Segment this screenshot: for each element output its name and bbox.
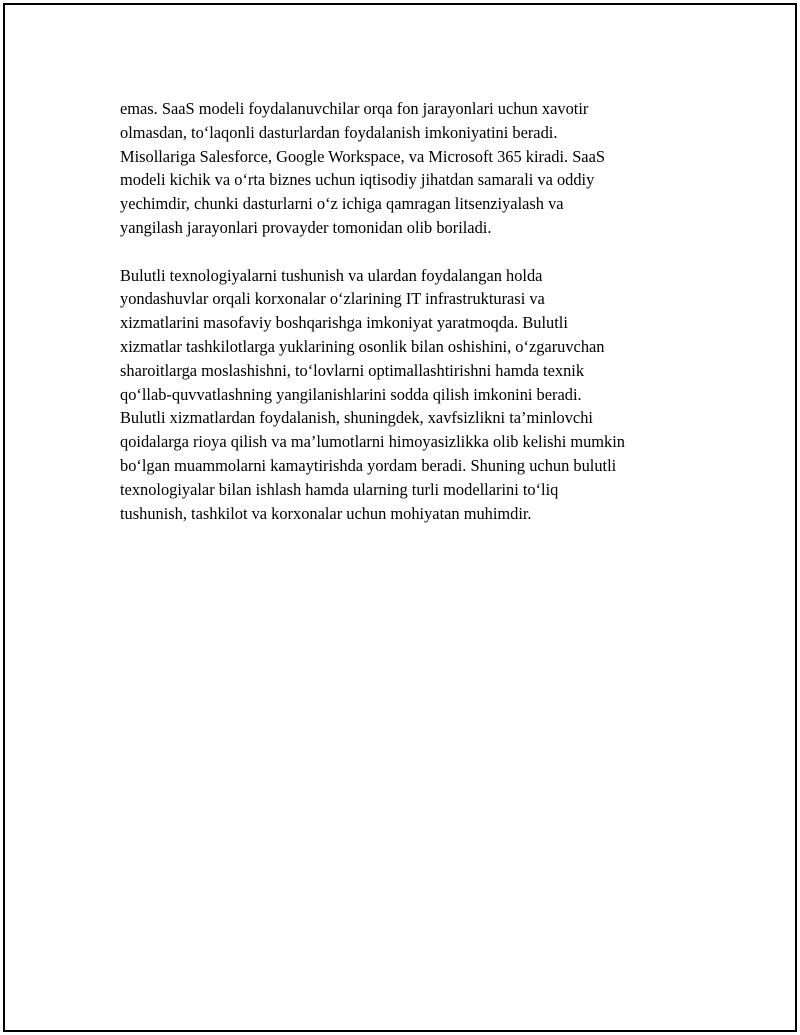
- document-page: [3, 3, 797, 1032]
- text-line: xizmatlarini masofaviy boshqarishga imkoniyat yaratmoqda. Bulutli: [120, 313, 568, 333]
- text-line: olmasdan, to‘laqonli dasturlardan foydalanish imkoniyatini beradi.: [120, 122, 558, 142]
- text-line: texnologiyalar bilan ishlash hamda ularning turli modellarini to‘liq: [120, 479, 559, 499]
- text-line: sharoitlarga moslashishni, to‘lovlarni optimallashtirishni hamda texnik: [120, 360, 585, 380]
- text-line: yangilash jarayonlari provayder tomonidan olib boriladi.: [120, 217, 492, 237]
- text-line: qo‘llab-quvvatlashning yangilanishlarini sodda qilish imkonini beradi.: [120, 384, 582, 404]
- document-body: [120, 97, 700, 525]
- text-line: tushunish, tashkilot va korxonalar uchun mohiyatan muhimdir.: [120, 503, 532, 523]
- text-line: yechimdir, chunki dasturlarni o‘z ichiga qamragan litsenziyalash va: [120, 194, 564, 214]
- text-line: Bulutli xizmatlardan foydalanish, shuningdek, xavfsizlikni ta’minlovchi: [120, 408, 593, 428]
- text-line: bo‘lgan muammolarni kamaytirishda yordam beradi. Shuning uchun bulutli: [120, 455, 617, 475]
- paragraph-saas: [120, 97, 700, 240]
- text-line: xizmatlar tashkilotlarga yuklarining osonlik bilan oshishini, o‘zgaruvchan: [120, 336, 605, 356]
- text-line: emas. SaaS modeli foydalanuvchilar orqa fon jarayonlari uchun xavotir: [120, 99, 589, 118]
- text-line: Misollariga Salesforce, Google Workspace, va Microsoft 365 kiradi. SaaS: [120, 146, 605, 166]
- text-line: Bulutli texnologiyalarni tushunish va ulardan foydalangan holda: [120, 265, 543, 285]
- paragraph-cloud-summary: [120, 264, 700, 526]
- text-line: qoidalarga rioya qilish va ma’lumotlarni himoyasizlikka olib kelishi mumkin: [120, 432, 625, 452]
- text-line: yondashuvlar orqali korxonalar o‘zlarining IT infrastrukturasi va: [120, 289, 545, 309]
- text-line: modeli kichik va o‘rta biznes uchun iqtisodiy jihatdan samarali va oddiy: [120, 170, 595, 190]
